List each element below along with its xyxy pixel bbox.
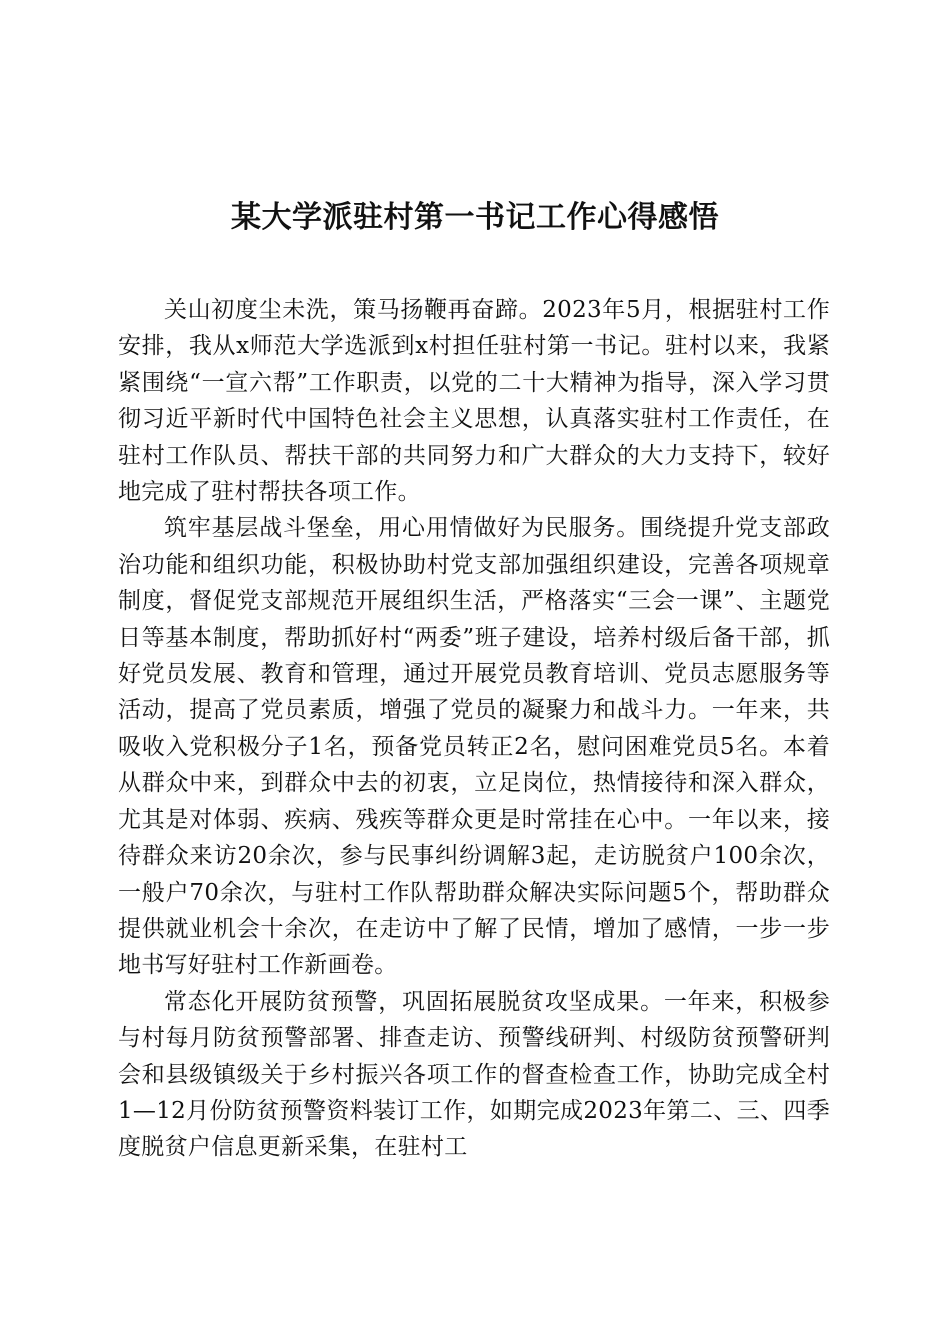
document-body [118, 292, 830, 1166]
document-title: 某大学派驻村第一书记工作心得感悟 [231, 200, 719, 235]
paragraph-3: 常态化开展防贫预警，巩固拓展脱贫攻坚成果。一年来，积极参与村每月防贫预警部署、排查走访、预警线研判、村级防贫预警研判会和县级镇级关于乡村振兴各项工作的督查检查工作，协助完成全村1—12月份防贫预警资料装订工作，如期完成2023年第二、三、四季度脱贫户信息更新采集，在驻村工 [118, 988, 830, 1161]
paragraph-2: 筑牢基层战斗堡垒，用心用情做好为民服务。围绕提升党支部政治功能和组织功能，积极协助村党支部加强组织建设，完善各项规章制度，督促党支部规范开展组织生活，严格落实“三会一课”、主题党日等基本制度，帮助抓好村“两委”班子建设，培养村级后备干部，抓好党员发展、教育和管理，通过开展党员教育培训、党员志愿服务等活动，提高了党员素质，增强了党员的凝聚力和战斗力。一年来，共吸收入党积极分子1名，预备党员转正2名，慰问困难党员5名。本着从群众中来，到群众中去的初衷，立足岗位，热情接待和深入群众，尤其是对体弱、疾病、残疾等群众更是时常挂在心中。一年以来，接待群众来访20余次，参与民事纠纷调解3起，走访脱贫户100余次，一般户70余次，与驻村工作队帮助群众解决实际问题5个，帮助群众提供就业机会十余次，在走访中了解了民情，增加了感情，一步一步地书写好驻村工作新画卷。 [118, 515, 830, 979]
paragraph-1: 关山初度尘未洗，策马扬鞭再奋蹄。2023年5月，根据驻村工作安排，我从x师范大学选派到x村担任驻村第一书记。驻村以来，我紧紧围绕“一宣六帮”工作职责，以党的二十大精神为指导，深入学习贯彻习近平新时代中国特色社会主义思想，认真落实驻村工作责任，在驻村工作队员、帮扶干部的共同努力和广大群众的大力支持下，较好地完成了驻村帮扶各项工作。 [118, 297, 830, 506]
